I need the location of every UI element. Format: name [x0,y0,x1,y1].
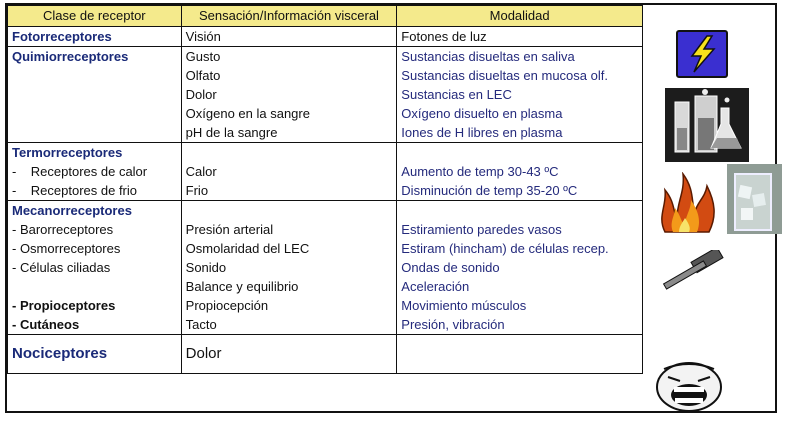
subclass-item: - Receptores de frio [12,183,137,198]
modality-cell [397,47,643,143]
modality-item: Sustancias disueltas en saliva [401,49,575,64]
header-sensation: Sensación/Información visceral [181,6,397,27]
subclass-item: - Propioceptores [12,298,116,313]
fire-icon [655,172,721,234]
sensation-item: Frio [185,183,209,198]
subclass-item: - Cutáneos [12,317,80,332]
modality-cell [397,335,643,374]
sensation-item: Oxígeno en la sangre [185,106,310,121]
modality-item: Presión, vibración [401,317,505,332]
class-label: Fotorreceptores [12,29,112,44]
lab-flask-icon [665,88,749,162]
modality-cell [397,143,643,201]
sensation-item: Dolor [185,87,217,102]
sensation-cell [181,47,397,143]
class-label: Termorreceptores [12,145,123,160]
sensation-cell [181,27,397,47]
header-class: Clase de receptor [8,6,182,27]
sensation-cell [181,335,397,374]
row-quimiorreceptores [8,47,643,143]
modality-item: Aceleración [401,279,470,294]
subclass-item [12,277,177,296]
sensation-item: Olfato [185,68,221,83]
subclass-item: - Barorreceptores [12,222,114,237]
row-fotorreceptores [8,27,643,47]
modality-cell [397,201,643,335]
receptor-table [7,5,643,374]
modality-item: Fotones de luz [401,29,487,44]
sensation-cell [181,143,397,201]
sensation-item: Propiocepción [185,298,269,313]
class-label: Nociceptores [12,345,108,362]
header-row [8,6,643,27]
class-label: Mecanorreceptores [12,203,132,218]
subclass-item: - Osmorreceptores [12,241,121,256]
modality-item: Estiram (hincham) de células recep. [401,241,609,256]
sensation-item: Visión [185,29,221,44]
lightning-icon [676,30,728,78]
header-modality: Modalidad [397,6,643,27]
sensation-cell [181,201,397,335]
sensation-item: pH de la sangre [185,125,278,140]
sensation-item: Sonido [185,260,227,275]
row-mecanorreceptores [8,201,643,335]
modality-item: Oxígeno disuelto en plasma [401,106,563,121]
sensation-item: Balance y equilibrio [185,279,299,294]
sensation-item: Dolor [185,345,222,362]
class-cell [8,47,182,143]
sensation-item: Calor [185,164,217,179]
row-nociceptores [8,335,643,374]
modality-item: Sustancias disueltas en mucosa olf. [401,68,608,83]
modality-item: Iones de H libres en plasma [401,125,563,140]
modality-item: Ondas de sonido [401,260,500,275]
ice-glass-icon [727,164,782,234]
row-termorreceptores [8,143,643,201]
class-cell [8,143,182,201]
modality-item: Sustancias en LEC [401,87,512,102]
modality-item: Estiramiento paredes vasos [401,222,562,237]
class-label: Quimiorreceptores [12,49,129,64]
modality-cell [397,27,643,47]
sensation-item: Presión arterial [185,222,274,237]
subclass-item: - Receptores de calor [12,164,148,179]
sensation-item: Osmolaridad del LEC [185,241,310,256]
pain-face-icon [654,357,724,413]
class-cell [8,201,182,335]
modality-item: Aumento de temp 30-43 ºC [401,164,559,179]
class-cell [8,27,182,47]
sensation-item: Tacto [185,317,217,332]
hammer-icon [654,250,726,300]
modality-item: Movimiento músculos [401,298,527,313]
class-cell [8,335,182,374]
subclass-item: - Células ciliadas [12,260,111,275]
sensation-item: Gusto [185,49,221,64]
modality-item: Disminución de temp 35-20 ºC [401,183,578,198]
